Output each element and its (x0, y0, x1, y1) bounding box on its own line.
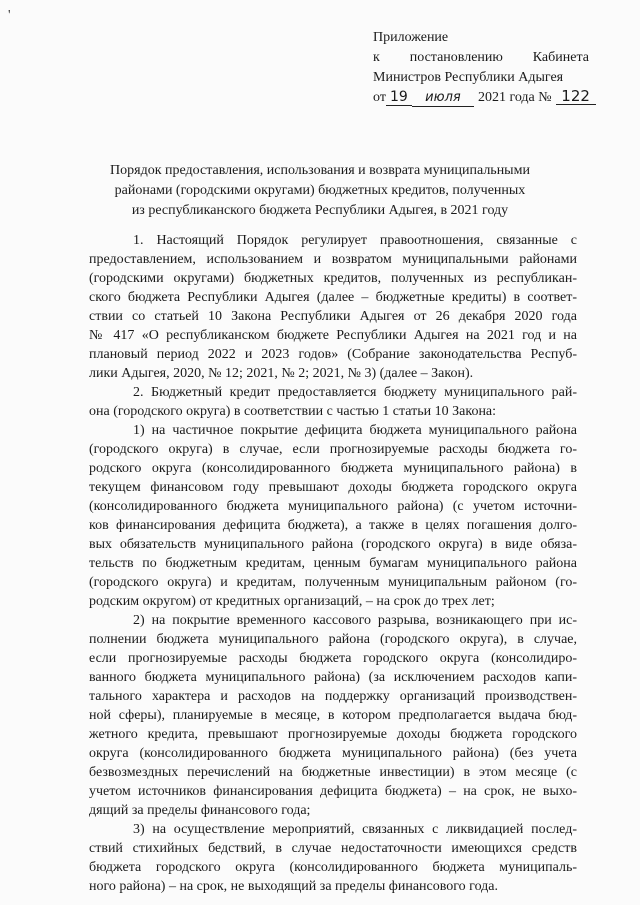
body-line: родским округом) от кредитных организаций, – на срок до трех лет; (89, 594, 495, 609)
body-line: ванного бюджета муниципального района) (за исключением расходов капи- (89, 670, 577, 685)
document-title (60, 161, 580, 221)
body-line: лики Адыгея, 2020, № 12; 2021, № 2; 2021, № 3) (далее – Закон). (89, 366, 474, 381)
date-year: 2021 года № (477, 90, 552, 105)
body-line: ной сферы), планируемые в месяце, в котором предполагается выдача бюд- (89, 708, 577, 723)
body-line: 1. Настоящий Порядок регулирует правоотношения, связанные с (133, 233, 577, 248)
title-line: районами (городскими округами) бюджетных кредитов, полученных (114, 183, 526, 198)
document-body (89, 231, 577, 896)
title-line: Порядок предоставления, использования и возврата муниципальными (110, 163, 530, 178)
body-line: предоставлением, использованием и возвратом муниципальными районами (89, 252, 577, 267)
body-line: родского округа (консолидированного бюджета муниципального района) в (89, 461, 577, 476)
body-line: вых обязательств муниципального района (городского округа) в виде обяза- (89, 537, 577, 552)
body-line: 3) на осуществление мероприятий, связанных с ликвидацией послед- (133, 822, 577, 837)
body-line: 1) на частичное покрытие дефицита бюджета муниципального района (133, 423, 577, 438)
body-line: 2. Бюджетный кредит предоставляется бюджету муниципального рай- (133, 385, 577, 400)
body-line: 2) на покрытие временного кассового разрыва, возникающего при ис- (133, 613, 577, 628)
resolution-number: 122 (556, 88, 596, 105)
body-line: жетного кредита, превышают прогнозируемые доходы бюджета городского (89, 727, 577, 742)
body-line: (городского округа) в случае, если прогнозируемые расходы бюджета го- (89, 442, 577, 457)
appendix-date-line (373, 88, 589, 108)
date-month: июля (412, 90, 474, 107)
body-line: бюджета городского округа (консолидированного бюджета муниципаль- (89, 860, 577, 875)
body-line: учетом источников финансирования дефицита бюджета) – на срок, не выхо- (89, 784, 577, 799)
body-line: ского бюджета Республики Адыгея (далее – бюджетные кредиты) в соответ- (89, 290, 577, 305)
body-line: № 417 «О республиканском бюджете Республики Адыгея на 2021 год и на (89, 328, 577, 343)
title-line: из республиканского бюджета Республики Адыгея, в 2021 году (131, 203, 509, 218)
body-line: ного района) – на срок, не выходящий за пределы финансового года. (89, 879, 499, 894)
appendix-word-cabinet: Кабинета (532, 50, 589, 65)
body-line: тельств по бюджетным кредитам, ценным бумагам муниципального района (89, 556, 577, 571)
corner-mark: ' (8, 8, 11, 23)
appendix-word-resolution: постановлению (409, 50, 503, 65)
body-line: (городского округа) и кредитам, полученным муниципальным районом (го- (89, 575, 577, 590)
body-line: плановый период 2022 и 2023 годов» (Собрание законодательства Респуб- (89, 347, 577, 362)
body-line: тального характера и расходов на поддержку организаций производствен- (89, 689, 577, 704)
body-line: полнении бюджета муниципального района (городского округа), в случае, (89, 632, 577, 647)
appendix-word-k: к (373, 50, 380, 65)
body-line: безвозмездных перечислений на бюджетные инвестиции) в этом месяце (с (89, 765, 577, 780)
body-line: (городскими округами) бюджетных кредитов, полученных из республикан- (89, 271, 577, 286)
date-day: 19 (386, 89, 412, 106)
appendix-header (373, 28, 589, 108)
body-line: округа (консолидированного бюджета муниципального района) (без учета (89, 746, 577, 761)
date-prefix: от (373, 90, 386, 105)
body-line: она (городского округа) в соответствии с частью 1 статьи 10 Закона: (89, 404, 497, 419)
body-line: ствий стихийных бедствий, в случае недостаточности имеющихся средств (89, 841, 577, 856)
body-line: (консолидированного бюджета муниципального района) (с учетом источни- (89, 499, 577, 514)
appendix-line-2 (373, 48, 589, 68)
body-line: ков финансирования дефицита бюджета), а также в целях погашения долго- (89, 518, 577, 533)
body-line: если прогнозируемые расходы бюджета городского округа (консолидиро- (89, 651, 577, 666)
appendix-line-3: Министров Республики Адыгея (373, 70, 564, 85)
body-line: дящий за пределы финансового года; (89, 803, 311, 818)
appendix-title: Приложение (373, 30, 449, 45)
body-line: текущем финансовом году превышают доходы бюджета городского округа (89, 480, 577, 495)
body-line: ствии со статьей 10 Закона Республики Адыгея от 26 декабря 2020 года (89, 309, 577, 324)
